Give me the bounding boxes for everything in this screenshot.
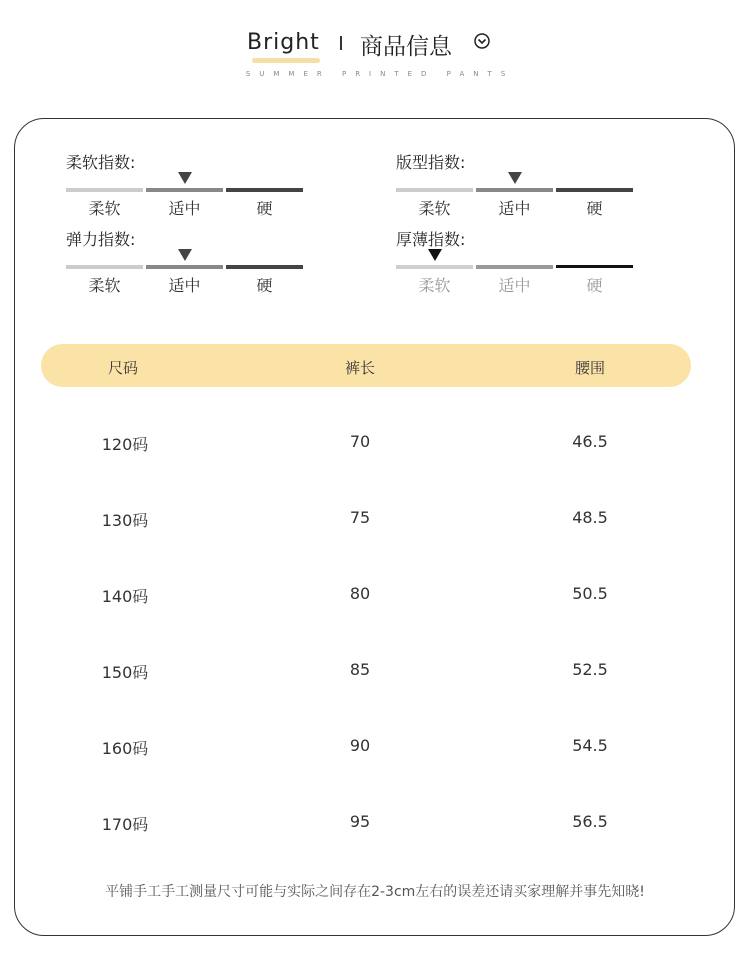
- softness-index: [66, 150, 306, 230]
- page-header: [0, 26, 750, 86]
- waist-cell: 54.5: [572, 736, 608, 755]
- length-cell: 70: [349, 432, 371, 451]
- elasticity-index: [66, 227, 306, 307]
- fit-index: [396, 150, 636, 230]
- table-row: [0, 556, 750, 632]
- column-header-length: 裤长: [344, 359, 375, 377]
- brand-highlight: [252, 58, 320, 63]
- metric-label: 版型指数:: [396, 153, 466, 172]
- table-row: [0, 708, 750, 784]
- level-bar-soft: [66, 188, 143, 192]
- size-cell: 150码: [101, 663, 149, 682]
- size-cell: 130码: [101, 511, 149, 530]
- table-row: [0, 784, 750, 860]
- level-marker: [178, 249, 192, 261]
- level-bar-hard: [226, 188, 303, 192]
- level-bar-hard: [556, 188, 633, 192]
- level-bar-soft: [66, 265, 143, 269]
- level-bar-hard: [556, 265, 633, 268]
- length-cell: 90: [349, 736, 371, 755]
- table-row: [0, 480, 750, 556]
- level-bar-soft: [396, 188, 473, 192]
- level-label: 硬: [586, 199, 603, 218]
- size-cell: 140码: [101, 587, 149, 606]
- header-separator: [340, 36, 342, 50]
- level-marker: [178, 172, 192, 184]
- metric-label: 柔软指数:: [66, 153, 136, 172]
- page-subtitle: SUMMER PRINTED PANTS: [245, 70, 515, 78]
- level-label: 硬: [586, 276, 603, 295]
- waist-cell: 50.5: [572, 584, 608, 603]
- length-cell: 75: [349, 508, 371, 527]
- level-label: 柔软: [88, 276, 121, 295]
- waist-cell: 56.5: [572, 812, 608, 831]
- waist-cell: 52.5: [572, 660, 608, 679]
- level-label: 柔软: [418, 199, 451, 218]
- level-label: 适中: [498, 199, 531, 218]
- waist-cell: 46.5: [572, 432, 608, 451]
- level-label: 柔软: [88, 199, 121, 218]
- level-bar-hard: [226, 265, 303, 269]
- length-cell: 80: [349, 584, 371, 603]
- level-label: 适中: [168, 199, 201, 218]
- level-label: 适中: [168, 276, 201, 295]
- level-label: 柔软: [418, 276, 451, 295]
- brand-name: Bright: [247, 30, 320, 55]
- level-marker: [508, 172, 522, 184]
- size-cell: 170码: [101, 815, 149, 834]
- size-cell: 160码: [101, 739, 149, 758]
- size-table-header: [41, 344, 691, 387]
- metric-label: 厚薄指数:: [396, 230, 466, 249]
- column-header-waist: 腰围: [574, 359, 605, 377]
- chevron-circle-down-icon: [474, 33, 490, 49]
- level-bar-medium: [476, 188, 553, 192]
- size-cell: 120码: [101, 435, 149, 454]
- column-header-size: 尺码: [107, 359, 138, 377]
- level-marker: [428, 249, 442, 261]
- level-bar-soft: [396, 265, 473, 269]
- table-row: [0, 632, 750, 708]
- waist-cell: 48.5: [572, 508, 608, 527]
- level-label: 适中: [498, 276, 531, 295]
- length-cell: 85: [349, 660, 371, 679]
- level-label: 硬: [256, 199, 273, 218]
- level-bar-medium: [146, 265, 223, 269]
- level-bar-medium: [476, 265, 553, 269]
- metric-label: 弹力指数:: [66, 230, 136, 249]
- thickness-index: [396, 227, 636, 307]
- length-cell: 95: [349, 812, 371, 831]
- level-label: 硬: [256, 276, 273, 295]
- page-title: 商品信息: [360, 34, 452, 60]
- level-bar-medium: [146, 188, 223, 192]
- measurement-note: 平铺手工手工测量尺寸可能与实际之间存在2-3cm左右的误差还请买家理解并事先知晓!: [105, 884, 645, 900]
- table-row: [0, 404, 750, 480]
